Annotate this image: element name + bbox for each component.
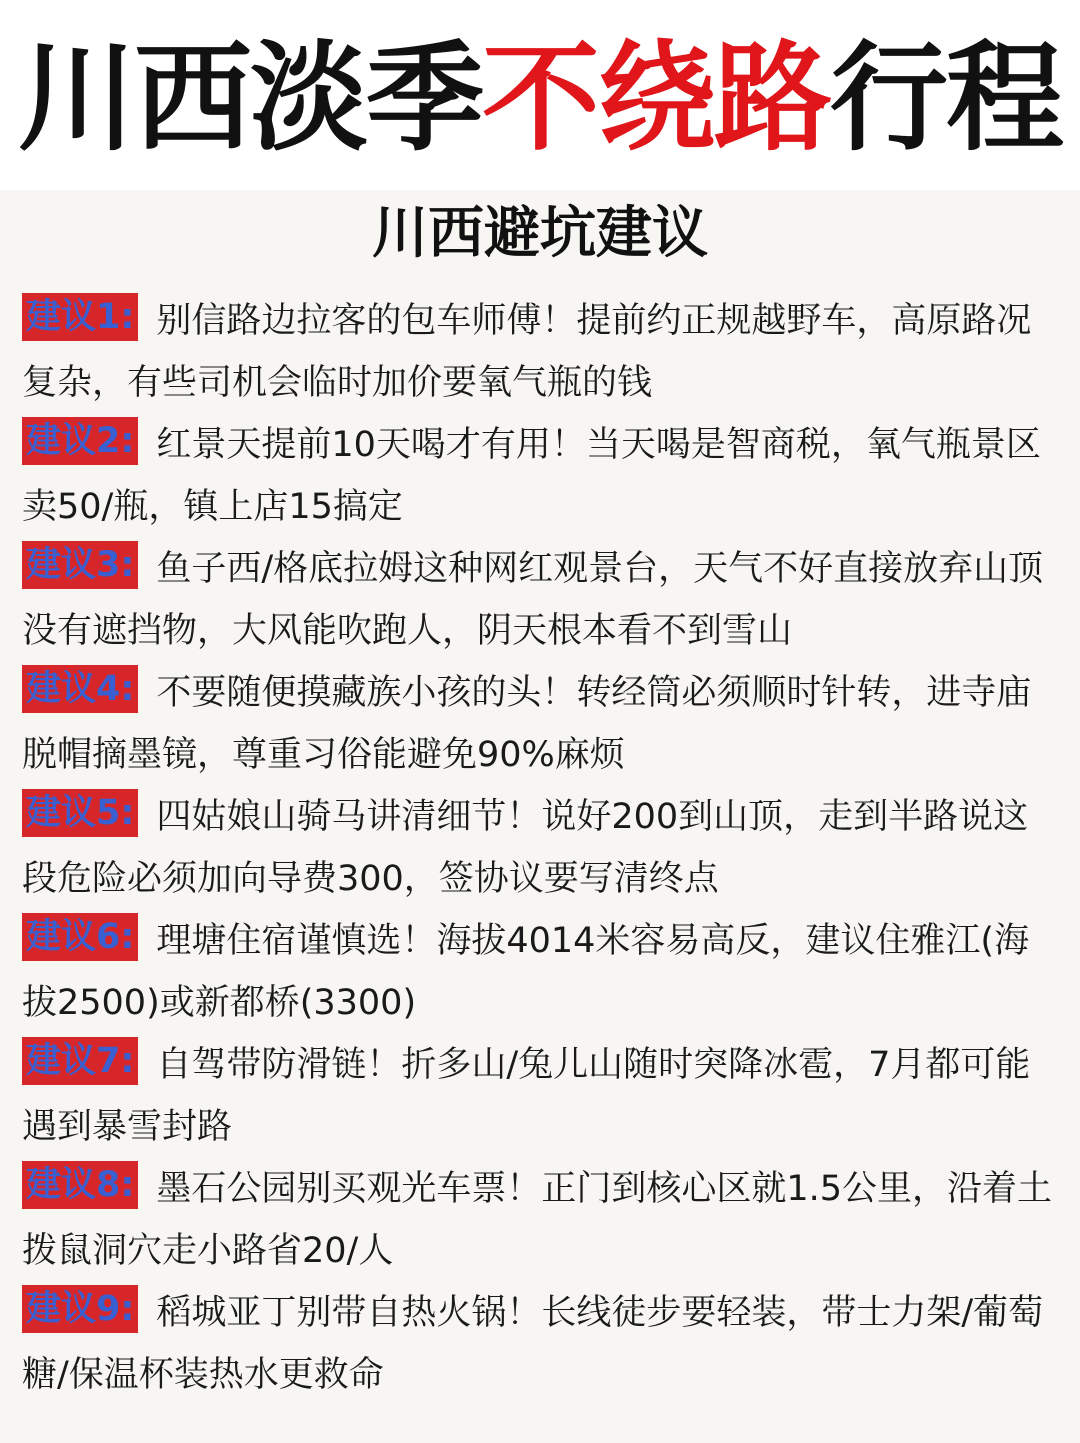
- tip-item: [22, 910, 1062, 1034]
- tip-tag: 建议5:: [22, 789, 138, 837]
- subtitle: 川西避坑建议: [372, 201, 708, 266]
- tip-text: 鱼子西/格底拉姆这种网红观景台，天气不好直接放弃山顶没有遮挡物，大风能吹跑人，阴天根本看不到雪山: [22, 549, 1044, 651]
- tip-tag: 建议7:: [22, 1037, 138, 1085]
- tip-tag: 建议6:: [22, 913, 138, 961]
- tip-item: [22, 1158, 1062, 1282]
- main-title-part3: 行程: [830, 29, 1063, 167]
- tip-tag: 建议4:: [22, 665, 138, 713]
- tip-item: [22, 414, 1062, 538]
- tip-text: 红景天提前10天喝才有用！当天喝是智商税，氧气瓶景区卖50/瓶，镇上店15搞定: [22, 425, 1041, 527]
- tip-item: [22, 1034, 1062, 1158]
- tip-text: 理塘住宿谨慎选！海拔4014米容易高反，建议住雅江(海拔2500)或新都桥(3300): [22, 921, 1030, 1023]
- tip-item: [22, 662, 1062, 786]
- tip-tag: 建议1:: [22, 293, 138, 341]
- tip-text: 四姑娘山骑马讲清细节！说好200到山顶，走到半路说这段危险必须加向导费300，签协议要写清终点: [22, 797, 1029, 899]
- tip-item: [22, 786, 1062, 910]
- main-title-part1: 川西淡季: [17, 29, 482, 167]
- main-title-highlight: 不绕路: [481, 29, 830, 167]
- tip-item: [22, 290, 1062, 414]
- tip-item: [22, 1282, 1062, 1406]
- tip-text: 不要随便摸藏族小孩的头！转经筒必须顺时针转，进寺庙脱帽摘墨镜，尊重习俗能避免90%麻烦: [22, 673, 1032, 775]
- tip-tag: 建议2:: [22, 417, 138, 465]
- tip-text: 自驾带防滑链！折多山/兔儿山随时突降冰雹，7月都可能遇到暴雪封路: [22, 1045, 1031, 1147]
- tip-text: 别信路边拉客的包车师傅！提前约正规越野车，高原路况复杂，有些司机会临时加价要氧气瓶的钱: [22, 301, 1032, 403]
- tip-text: 稻城亚丁别带自热火锅！长线徒步要轻装，带士力架/葡萄糖/保温杯装热水更救命: [22, 1293, 1044, 1395]
- tip-tag: 建议9:: [22, 1285, 138, 1333]
- tip-text: 墨石公园别买观光车票！正门到核心区就1.5公里，沿着土拨鼠洞穴走小路省20/人: [22, 1169, 1053, 1271]
- tips-list: [22, 290, 1062, 1406]
- tip-tag: 建议3:: [22, 541, 138, 589]
- main-title: [0, 28, 1080, 168]
- tip-item: [22, 538, 1062, 662]
- tip-tag: 建议8:: [22, 1161, 138, 1209]
